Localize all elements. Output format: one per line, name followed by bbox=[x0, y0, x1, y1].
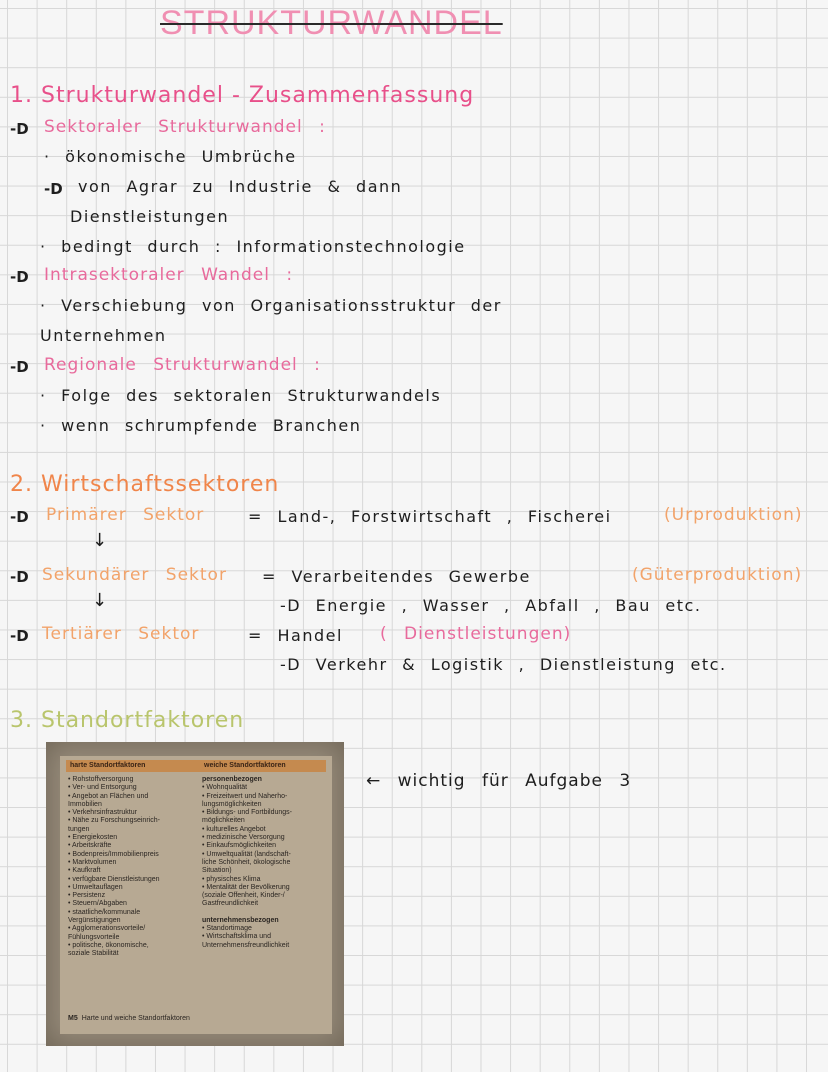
list-item: • Rohstoffversorgung bbox=[68, 776, 134, 783]
list-item: • Mentalität der Bevölkerung bbox=[202, 883, 290, 891]
down-arrow-1: ↓ bbox=[92, 530, 108, 551]
intra-label: Intrasektoraler Wandel : bbox=[44, 265, 294, 285]
standortfaktoren-photo bbox=[46, 742, 344, 1046]
section-1-heading: 1. Strukturwandel - Zusammenfassung bbox=[10, 83, 475, 108]
tertiaer-note: ( Dienstleistungen) bbox=[380, 624, 572, 644]
list-item: • politische, ökonomische, bbox=[68, 941, 149, 949]
sektoral-line-4: · bedingt durch : Informationstechnologie bbox=[40, 237, 466, 256]
list-item: möglichkeiten bbox=[202, 817, 245, 825]
list-item: soziale Stabilität bbox=[68, 950, 119, 958]
list-item: • Bildungs- und Fortbildungs- bbox=[202, 809, 292, 817]
list-item: • kulturelles Angebot bbox=[202, 825, 266, 833]
regional-line-2: · wenn schrumpfende Branchen bbox=[40, 416, 362, 435]
caption-code: M5 bbox=[68, 1015, 78, 1022]
list-item: • Steuern/Abgaben bbox=[68, 900, 127, 908]
figure-caption bbox=[68, 1015, 190, 1022]
list-item: Situation) bbox=[202, 867, 232, 875]
list-item: Gastfreundlichkeit bbox=[202, 900, 259, 908]
tertiaer-definition: = Handel bbox=[248, 626, 343, 645]
primaer-definition: = Land-, Forstwirtschaft , Fischerei bbox=[248, 507, 612, 526]
sekundaer-label: Sekundärer Sektor bbox=[42, 565, 227, 585]
list-item: • Verkehrsinfrastruktur bbox=[68, 809, 137, 817]
primaer-label: Primärer Sektor bbox=[46, 505, 205, 525]
harte-faktoren-list bbox=[68, 776, 160, 959]
arrow-primaer: -D bbox=[10, 508, 29, 526]
list-item: • Wohnqualität bbox=[202, 784, 248, 792]
sektoral-label: Sektoraler Strukturwandel : bbox=[44, 117, 326, 137]
sekundaer-examples: -D Energie , Wasser , Abfall , Bau etc. bbox=[280, 596, 702, 615]
tertiaer-label: Tertiärer Sektor bbox=[42, 624, 200, 644]
list-item: • Energiekosten bbox=[68, 834, 118, 842]
header-weiche: weiche Standortfaktoren bbox=[204, 762, 286, 769]
list-item: • Kaufkraft bbox=[68, 867, 101, 875]
arrow-sektoral: -D bbox=[10, 120, 29, 138]
list-item: • Umweltauflagen bbox=[68, 883, 123, 891]
sekundaer-definition: = Verarbeitendes Gewerbe bbox=[262, 567, 531, 586]
list-item: • Umweltqualität (landschaft- bbox=[202, 850, 291, 858]
list-item: • staatliche/kommunale bbox=[68, 908, 141, 916]
important-note: ← wichtig für Aufgabe 3 bbox=[366, 771, 632, 791]
regional-line-1: · Folge des sektoralen Strukturwandels bbox=[40, 386, 442, 405]
sektoral-line-2: von Agrar zu Industrie & dann bbox=[78, 177, 403, 196]
regional-label: Regionale Strukturwandel : bbox=[44, 355, 321, 375]
list-item: • Angebot an Flächen und bbox=[68, 792, 149, 800]
textbook-table bbox=[60, 756, 332, 1034]
list-item: Unternehmensfreundlichkeit bbox=[202, 941, 290, 949]
list-item: • Agglomerationsvorteile/ bbox=[68, 925, 146, 933]
list-item: • Freizeitwert und Naherho- bbox=[202, 792, 288, 800]
list-item: • Bodenpreis/Immobilienpreis bbox=[68, 850, 159, 858]
list-item: • Wirtschaftsklima und bbox=[202, 933, 271, 941]
list-item: Immobilien bbox=[68, 800, 102, 808]
header-harte: harte Standortfaktoren bbox=[70, 762, 146, 769]
group-unternehmensbezogen: unternehmensbezogen bbox=[202, 916, 279, 924]
list-item: (soziale Offenheit, Kinder-/ bbox=[202, 892, 285, 900]
list-item: • medizinische Versorgung bbox=[202, 834, 285, 842]
caption-text: Harte und weiche Standortfaktoren bbox=[81, 1015, 190, 1022]
intra-line-2: Unternehmen bbox=[40, 326, 167, 345]
arrow-intra: -D bbox=[10, 268, 29, 286]
sektoral-line-1: · ökonomische Umbrüche bbox=[44, 147, 297, 166]
list-item: • Nähe zu Forschungseinrich- bbox=[68, 817, 160, 825]
list-item: liche Schönheit, ökologische bbox=[202, 858, 291, 866]
list-item: • Standortimage bbox=[202, 925, 252, 933]
down-arrow-2: ↓ bbox=[92, 590, 108, 611]
sektoral-line-3: Dienstleistungen bbox=[70, 207, 230, 226]
tertiaer-examples: -D Verkehr & Logistik , Dienstleistung etc. bbox=[280, 655, 727, 674]
primaer-note: (Urproduktion) bbox=[664, 505, 803, 525]
list-item: • Ver- und Entsorgung bbox=[68, 784, 137, 792]
arrow-regional: -D bbox=[10, 358, 29, 376]
section-3-heading: 3. Standortfaktoren bbox=[10, 708, 245, 733]
list-item: Fühlungsvorteile bbox=[68, 933, 120, 941]
page-title: STRUKTURWANDEL bbox=[160, 4, 503, 42]
list-item: • physisches Klima bbox=[202, 875, 261, 883]
weiche-faktoren-list bbox=[202, 776, 292, 950]
list-item: lungsmöglichkeiten bbox=[202, 800, 262, 808]
list-item: • Persistenz bbox=[68, 892, 106, 900]
intra-line-1: · Verschiebung von Organisationsstruktur der bbox=[40, 296, 502, 315]
list-item: • Einkaufsmöglichkeiten bbox=[202, 842, 277, 850]
group-personenbezogen: personenbezogen bbox=[202, 776, 262, 783]
table-header bbox=[66, 760, 326, 772]
arrow-sektoral-sub: -D bbox=[44, 180, 63, 198]
list-item: • Marktvolumen bbox=[68, 858, 117, 866]
sekundaer-note: (Güterproduktion) bbox=[632, 565, 803, 585]
list-item: • verfügbare Dienstleistungen bbox=[68, 875, 160, 883]
section-2-heading: 2. Wirtschaftssektoren bbox=[10, 472, 280, 497]
arrow-sekundaer: -D bbox=[10, 568, 29, 586]
list-item: Vergünstigungen bbox=[68, 917, 121, 925]
arrow-tertiaer: -D bbox=[10, 627, 29, 645]
list-item: tungen bbox=[68, 825, 90, 833]
list-item: • Arbeitskräfte bbox=[68, 842, 112, 850]
